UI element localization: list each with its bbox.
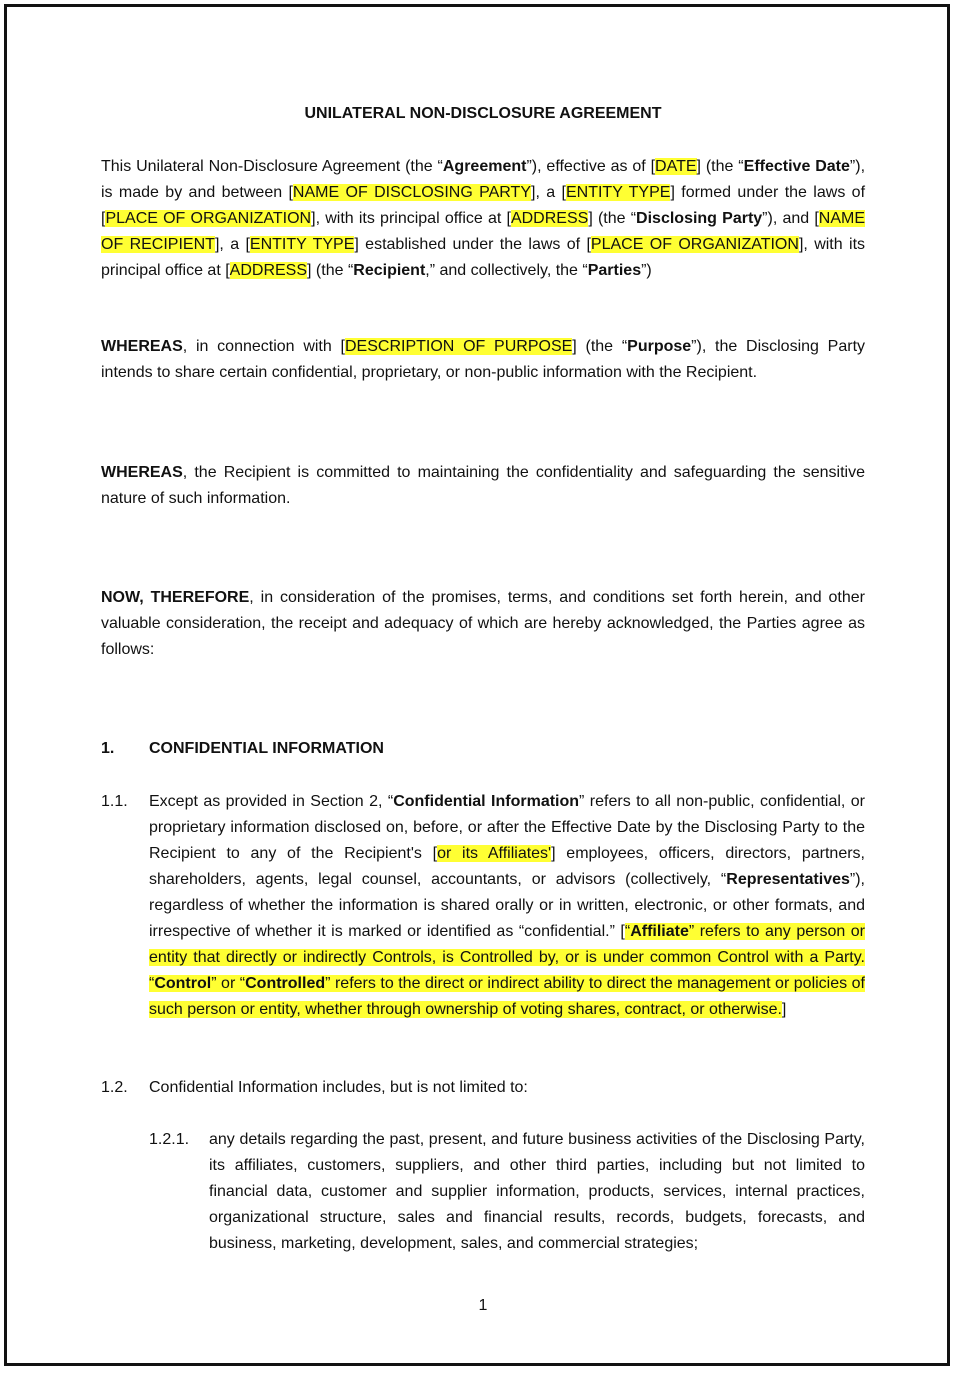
text: ] established under the laws of [ bbox=[354, 236, 591, 253]
term-control: Control bbox=[154, 975, 212, 992]
text: ”), and [ bbox=[762, 210, 819, 227]
text: ] formed under the laws of [ bbox=[101, 184, 866, 227]
subclause-1-2-1: any details regarding the past, present, and future business activities of the Disclosing Party, its affiliates, customers, suppliers, and other third parties, including but not limited to financial data, customer and supplier information, products, services, internal practices, organizational structure, sales and financial results, records, budgets, forecasts, and business, marketing, development, sales, and commercial strategies; bbox=[209, 1131, 865, 1252]
text: Except as provided in Section 2, “ bbox=[149, 793, 394, 810]
whereas-paragraph-2 bbox=[101, 460, 865, 512]
placeholder-disclosing-name: NAME OF DISCLOSING PARTY bbox=[292, 184, 532, 201]
text: ,” and collectively, the “ bbox=[425, 262, 588, 279]
term-controlled: Controlled bbox=[245, 975, 326, 992]
text: ”), the Disclosing Party intends to share certain confidential, proprietary, or non-public information with the Recipient. bbox=[101, 338, 866, 381]
page-number: 1 bbox=[478, 1297, 488, 1314]
term-parties: Parties bbox=[587, 262, 642, 279]
clause-1-1 bbox=[149, 789, 865, 1023]
term-representatives: Representatives bbox=[726, 871, 850, 888]
section-title: CONFIDENTIAL INFORMATION bbox=[149, 740, 384, 757]
placeholder-address: ADDRESS bbox=[229, 262, 308, 279]
placeholder-entity-type: ENTITY TYPE bbox=[249, 236, 355, 253]
whereas-paragraph-1 bbox=[101, 334, 865, 386]
placeholder-place: PLACE OF ORGANIZATION bbox=[590, 236, 799, 253]
placeholder-purpose: DESCRIPTION OF PURPOSE bbox=[344, 338, 573, 355]
term-effective-date: Effective Date bbox=[743, 158, 850, 175]
text: ] (the “ bbox=[696, 158, 744, 175]
whereas-lead: WHEREAS bbox=[101, 338, 183, 355]
placeholder-entity-type: ENTITY TYPE bbox=[565, 184, 671, 201]
document-page bbox=[4, 4, 950, 1366]
text: ], a [ bbox=[531, 184, 566, 201]
text: ] (the “ bbox=[588, 210, 637, 227]
text: ”), regardless of whether the information is shared orally or in written, electronic, or other formats, and irrespective of whether it is marked or identified as “confidential.” [ bbox=[149, 871, 865, 940]
text: “ bbox=[624, 923, 631, 940]
optional-affiliates: or its Affiliates' bbox=[437, 845, 552, 862]
placeholder-place: PLACE OF ORGANIZATION bbox=[105, 210, 312, 227]
placeholder-date: DATE bbox=[655, 158, 697, 175]
text: , in connection with [ bbox=[182, 338, 345, 355]
term-recipient: Recipient bbox=[353, 262, 426, 279]
text: , in consideration of the promises, terms, and conditions set forth herein, and other valuable consideration, the receipt and adequacy of which are hereby acknowledged, the Parties agree as follows: bbox=[101, 589, 865, 658]
text: ” refers to the direct or indirect ability to direct the management or policies of such person or entity, whether through ownership of voting shares, contract, or otherwise. bbox=[149, 975, 865, 1018]
clause-1-2: Confidential Information includes, but is not limited to: bbox=[149, 1079, 528, 1096]
text: , the Recipient is committed to maintaining the confidentiality and safeguarding the sensitive nature of such information. bbox=[101, 464, 865, 507]
placeholder-address: ADDRESS bbox=[510, 210, 589, 227]
term-purpose: Purpose bbox=[627, 338, 692, 355]
text: This Unilateral Non-Disclosure Agreement (the “ bbox=[101, 158, 443, 175]
term-affiliate: Affiliate bbox=[630, 923, 689, 940]
term-confidential-information: Confidential Information bbox=[393, 793, 580, 810]
intro-paragraph bbox=[101, 154, 865, 284]
term-agreement: Agreement bbox=[442, 158, 527, 175]
text: ”), is made by and between [ bbox=[101, 158, 866, 201]
now-therefore-lead: NOW, THEREFORE bbox=[101, 589, 250, 606]
text: ” refers to any person or entity that directly or indirectly Controls, is Controlled by, or is under common Control with a Party. “ bbox=[149, 923, 866, 992]
text: ] bbox=[781, 1001, 787, 1018]
subclause-number: 1.2.1. bbox=[149, 1131, 190, 1148]
term-disclosing-party: Disclosing Party bbox=[636, 210, 763, 227]
section-number: 1. bbox=[101, 740, 115, 757]
document-title: UNILATERAL NON-DISCLOSURE AGREEMENT bbox=[304, 105, 662, 122]
whereas-lead: WHEREAS bbox=[101, 464, 183, 481]
text: ], with its principal office at [ bbox=[101, 236, 866, 279]
text: ] (the “ bbox=[307, 262, 354, 279]
text: ” refers to all non-public, confidential, or proprietary information disclosed on, before, or after the Effective Date by the Disclosing Party to the Recipient to any of the Recipient's [ bbox=[149, 793, 866, 862]
text: ], a [ bbox=[214, 236, 250, 253]
clause-number: 1.1. bbox=[101, 793, 128, 810]
now-therefore-paragraph bbox=[101, 585, 865, 663]
text: ], with its principal office at [ bbox=[311, 210, 511, 227]
text: ” or “ bbox=[211, 975, 246, 992]
clause-number: 1.2. bbox=[101, 1079, 128, 1096]
text: ] employees, officers, directors, partners, shareholders, agents, legal counsel, accountants, or advisors (collectively, “ bbox=[149, 845, 866, 888]
text: ”) bbox=[641, 262, 652, 279]
placeholder-recipient-name: NAME OF RECIPIENT bbox=[101, 210, 866, 253]
text: ] (the “ bbox=[572, 338, 628, 355]
text: ”), effective as of [ bbox=[526, 158, 656, 175]
